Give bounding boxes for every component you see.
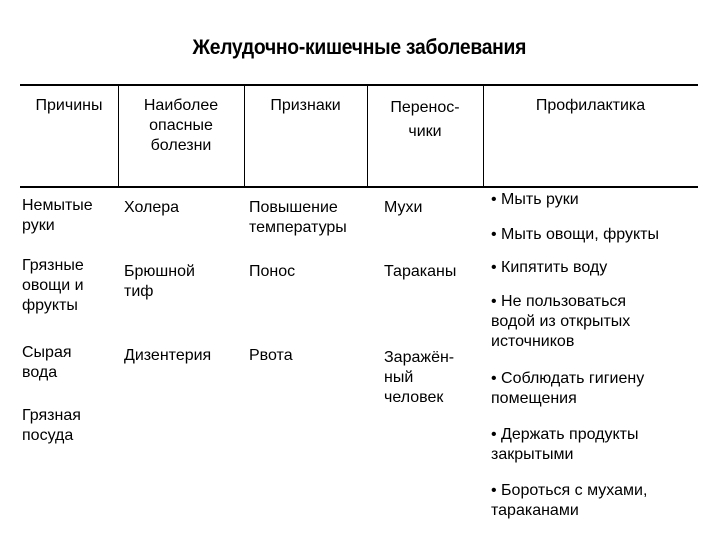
- cause-line: Сырая: [22, 344, 72, 361]
- disease-line: тиф: [124, 283, 154, 300]
- prevention-item: [491, 258, 607, 278]
- disease-line: Брюшной: [124, 263, 195, 280]
- sign-line: Понос: [249, 263, 296, 280]
- header-signs: Признаки: [270, 97, 341, 114]
- cause-item: [22, 256, 84, 316]
- prevention-line: • Соблюдать гигиену: [491, 370, 645, 387]
- carrier-item: [384, 262, 456, 282]
- header-diseases-line: Наиболее: [143, 97, 219, 114]
- sign-line: Повышение: [249, 199, 338, 216]
- header-diseases-line: болезни: [150, 137, 212, 154]
- carrier-line: Заражён-: [384, 349, 455, 366]
- cause-line: фрукты: [22, 297, 78, 314]
- cause-item: [22, 343, 72, 383]
- carrier-line: человек: [384, 389, 444, 406]
- table-header-divider: [20, 186, 698, 188]
- cause-line: Грязные: [22, 257, 84, 274]
- carrier-line: Мухи: [384, 199, 423, 216]
- header-carriers-line: Перенос-: [390, 99, 460, 116]
- disease-item: [124, 262, 195, 302]
- table-top-border: [20, 84, 698, 86]
- header-causes: Причины: [35, 97, 103, 114]
- carrier-item: [384, 198, 422, 218]
- header-diseases: [118, 96, 244, 156]
- cause-item: [22, 196, 93, 236]
- cause-line: посуда: [22, 427, 74, 444]
- header-prevention: Профилактика: [535, 97, 646, 114]
- disease-item: [124, 198, 179, 218]
- sign-line: Рвота: [249, 347, 293, 364]
- carrier-line: ный: [384, 369, 414, 386]
- prevention-line: закрытыми: [491, 446, 574, 463]
- prevention-item: [491, 292, 630, 352]
- header-carriers-line: чики: [408, 123, 442, 140]
- prevention-line: водой из открытых: [491, 313, 631, 330]
- prevention-line: • Мыть овощи, фрукты: [491, 226, 659, 243]
- sign-item: [249, 262, 295, 282]
- prevention-item: [491, 425, 639, 465]
- prevention-item: [491, 481, 647, 521]
- prevention-line: тараканами: [491, 502, 579, 519]
- disease-item: [124, 346, 211, 366]
- disease-line: Холера: [124, 199, 180, 216]
- prevention-item: [491, 190, 579, 210]
- cause-line: Немытые: [22, 197, 93, 214]
- sign-item: [249, 198, 347, 238]
- prevention-line: • Мыть руки: [491, 191, 579, 208]
- prevention-line: • Кипятить воду: [491, 259, 608, 276]
- page-title: Желудочно-кишечные заболевания: [192, 36, 527, 59]
- prevention-item: [491, 225, 659, 245]
- cause-line: руки: [22, 217, 55, 234]
- prevention-line: помещения: [491, 390, 577, 407]
- header-diseases-line: опасные: [149, 117, 213, 134]
- prevention-line: источников: [491, 333, 575, 350]
- prevention-line: • Держать продукты: [491, 426, 639, 443]
- prevention-item: [491, 369, 644, 409]
- disease-line: Дизентерия: [124, 347, 212, 364]
- header-carriers: [367, 96, 483, 144]
- carrier-item: [384, 348, 454, 408]
- carrier-line: Тараканы: [384, 263, 457, 280]
- cause-line: Грязная: [22, 407, 81, 424]
- prevention-line: • Не пользоваться: [491, 293, 627, 310]
- cause-line: овощи и: [22, 277, 84, 294]
- cause-line: вода: [22, 364, 58, 381]
- cause-item: [22, 406, 81, 446]
- sign-line: температуры: [249, 219, 347, 236]
- prevention-line: • Бороться с мухами,: [491, 482, 648, 499]
- sign-item: [249, 346, 293, 366]
